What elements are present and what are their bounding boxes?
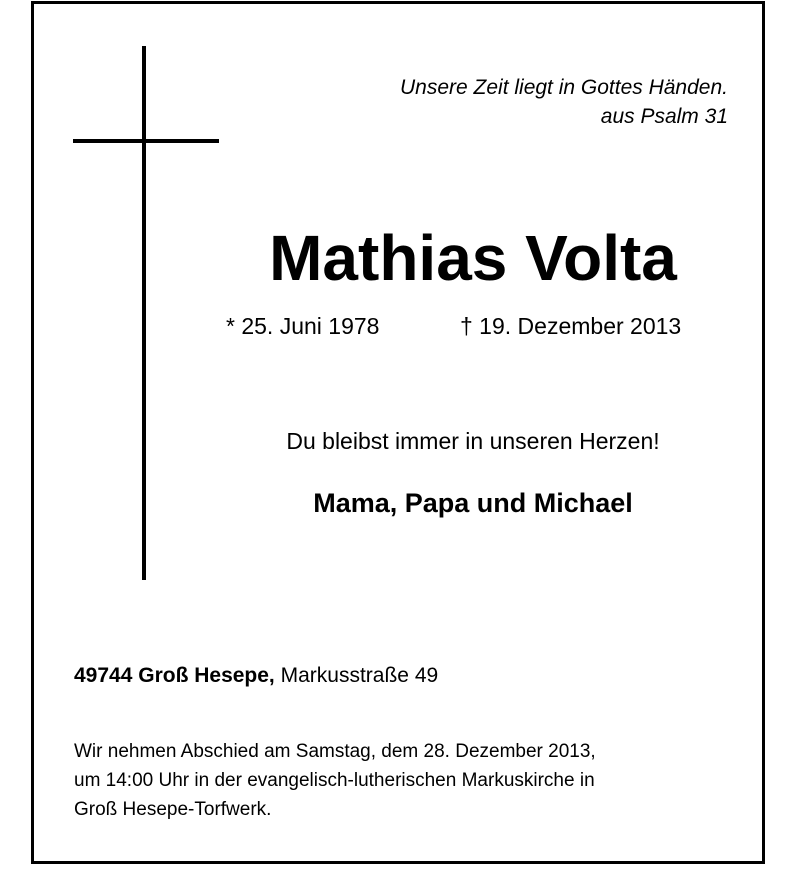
service-line: um 14:00 Uhr in der evangelisch-lutherischen Markuskirche in [74, 770, 595, 791]
verse-source: aus Psalm 31 [600, 105, 728, 128]
farewell-message: Du bleibst immer in unseren Herzen! [286, 428, 660, 454]
bible-verse [400, 73, 728, 131]
cross-horizontal-bar [73, 139, 219, 143]
birth-date: * 25. Juni 1978 [226, 313, 380, 339]
funeral-service-info [74, 737, 754, 824]
service-line: Wir nehmen Abschied am Samstag, dem 28. Dezember 2013, [74, 741, 596, 762]
family-address [74, 662, 438, 690]
address-city: 49744 Groß Hesepe, [74, 664, 275, 687]
service-line: Groß Hesepe-Torfwerk. [74, 799, 272, 820]
death-date: † 19. Dezember 2013 [460, 313, 682, 339]
address-street: Markusstraße 49 [280, 664, 439, 687]
deceased-name: Mathias Volta [269, 222, 677, 294]
mourners-names: Mama, Papa und Michael [313, 488, 633, 518]
verse-text: Unsere Zeit liegt in Gottes Händen. [399, 76, 728, 99]
cross-vertical-bar [142, 46, 146, 580]
